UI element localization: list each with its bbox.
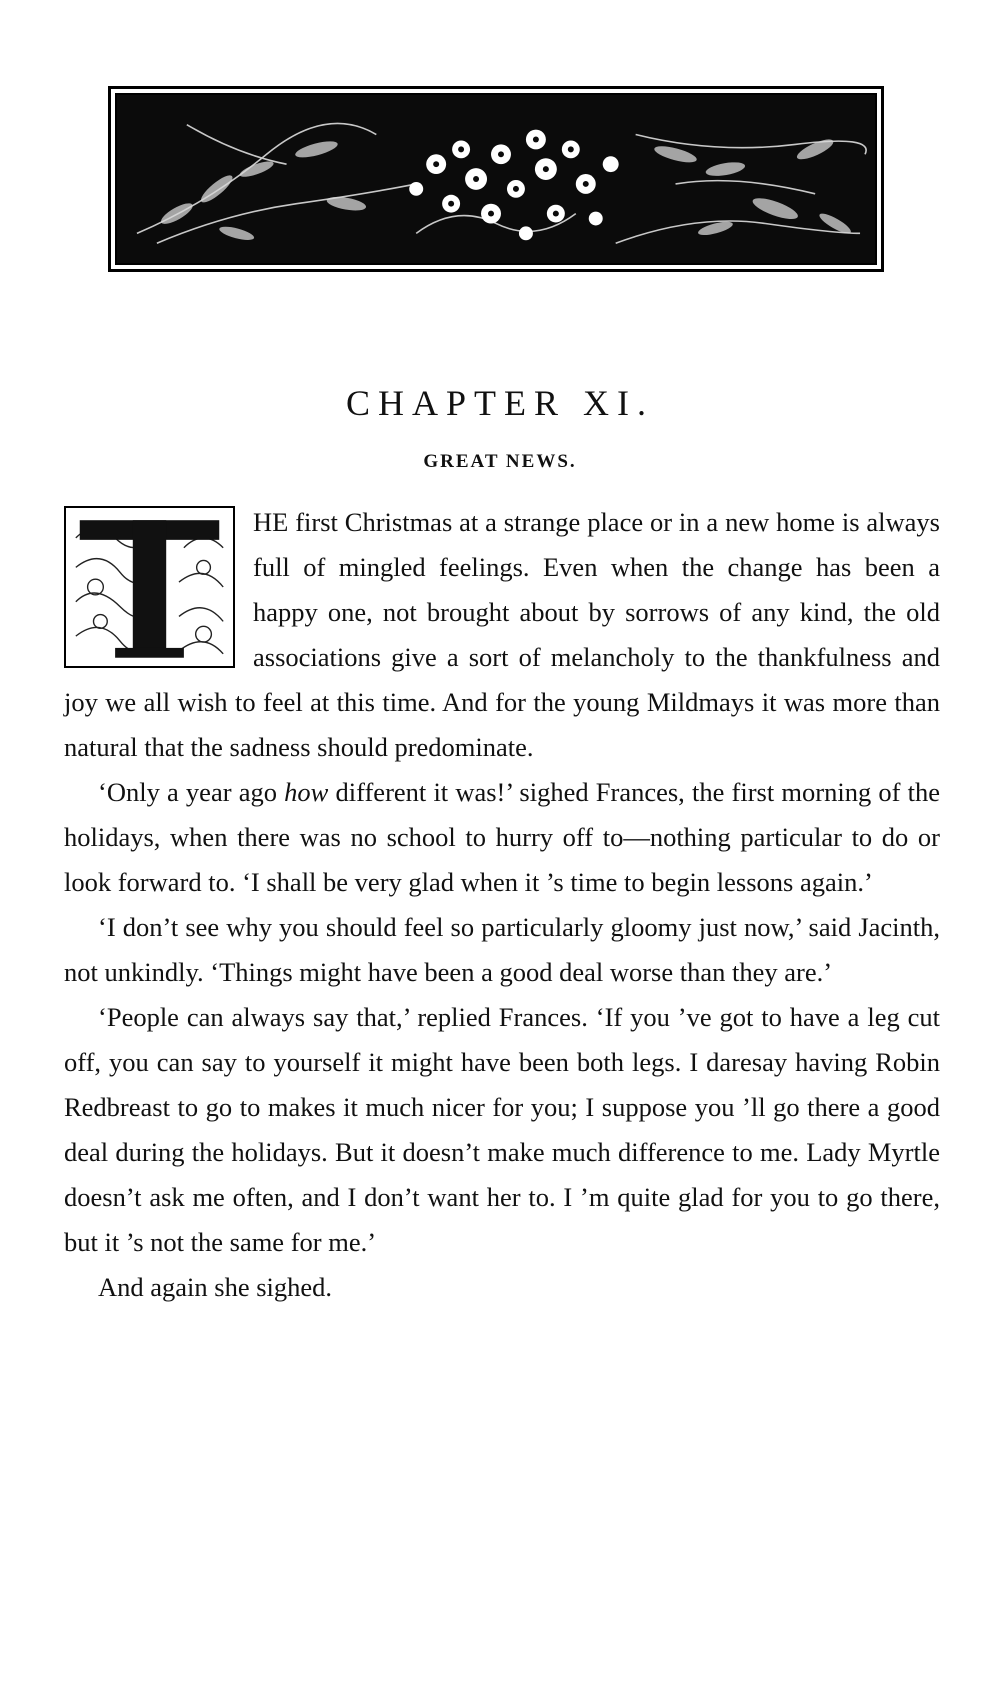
floral-headpiece-banner [108, 86, 884, 272]
paragraph-5: And again she sighed. [98, 1272, 333, 1302]
banner-engraving [115, 93, 877, 265]
chapter-title: CHAPTER XI. [345, 383, 654, 423]
paragraph-2 [64, 770, 940, 905]
paragraph-1 [64, 500, 940, 770]
paragraph-2-before: ‘Only a year ago [98, 777, 285, 807]
paragraph-4: ‘People can always say that,’ replied Frances. ‘If you ’ve got to have a leg cut off, you can say to yourself it might have been both legs. I daresay having Robin Redbreast to go to makes it much nicer for you; I suppose you ’ll go there a good deal during the holidays. But it doesn’t make much difference to me. Lady Myrtle doesn’t ask me often, and I don’t want her to. I ’m quite glad for you to go there, but it ’s not the same for me.’ [64, 1002, 940, 1257]
ornamental-initial-t-icon [64, 506, 235, 668]
paragraph-2-after: different it was!’ sighed Frances, the first morning of the holidays, when there was no school to hurry off to—nothing particular to do or look forward to. ‘I shall be very glad when it ’s time to begin lessons again.’ [64, 777, 940, 897]
paragraph-2-emphasis: how [284, 777, 329, 807]
dropcap-letter-t [66, 508, 233, 666]
paragraph-3: ‘I don’t see why you should feel so particularly gloomy just now,’ said Jacinth, not unkindly. ‘Things might have been a good deal worse than they are.’ [64, 912, 940, 987]
chapter-subtitle: GREAT NEWS. [423, 451, 577, 472]
chapter-body [64, 500, 940, 1310]
paragraph-1-text: HE first Christmas at a strange place or in a new home is always full of mingled feelings. Even when the change has been a happy one, not brought about by sorrows of any kind, the old associations give a sort of melancholy to the thankfulness and joy we all wish to feel at this time. And for the young Mildmays it was more than natural that the sadness should predominate. [64, 507, 940, 762]
floral-ornament-illustration [117, 95, 875, 263]
